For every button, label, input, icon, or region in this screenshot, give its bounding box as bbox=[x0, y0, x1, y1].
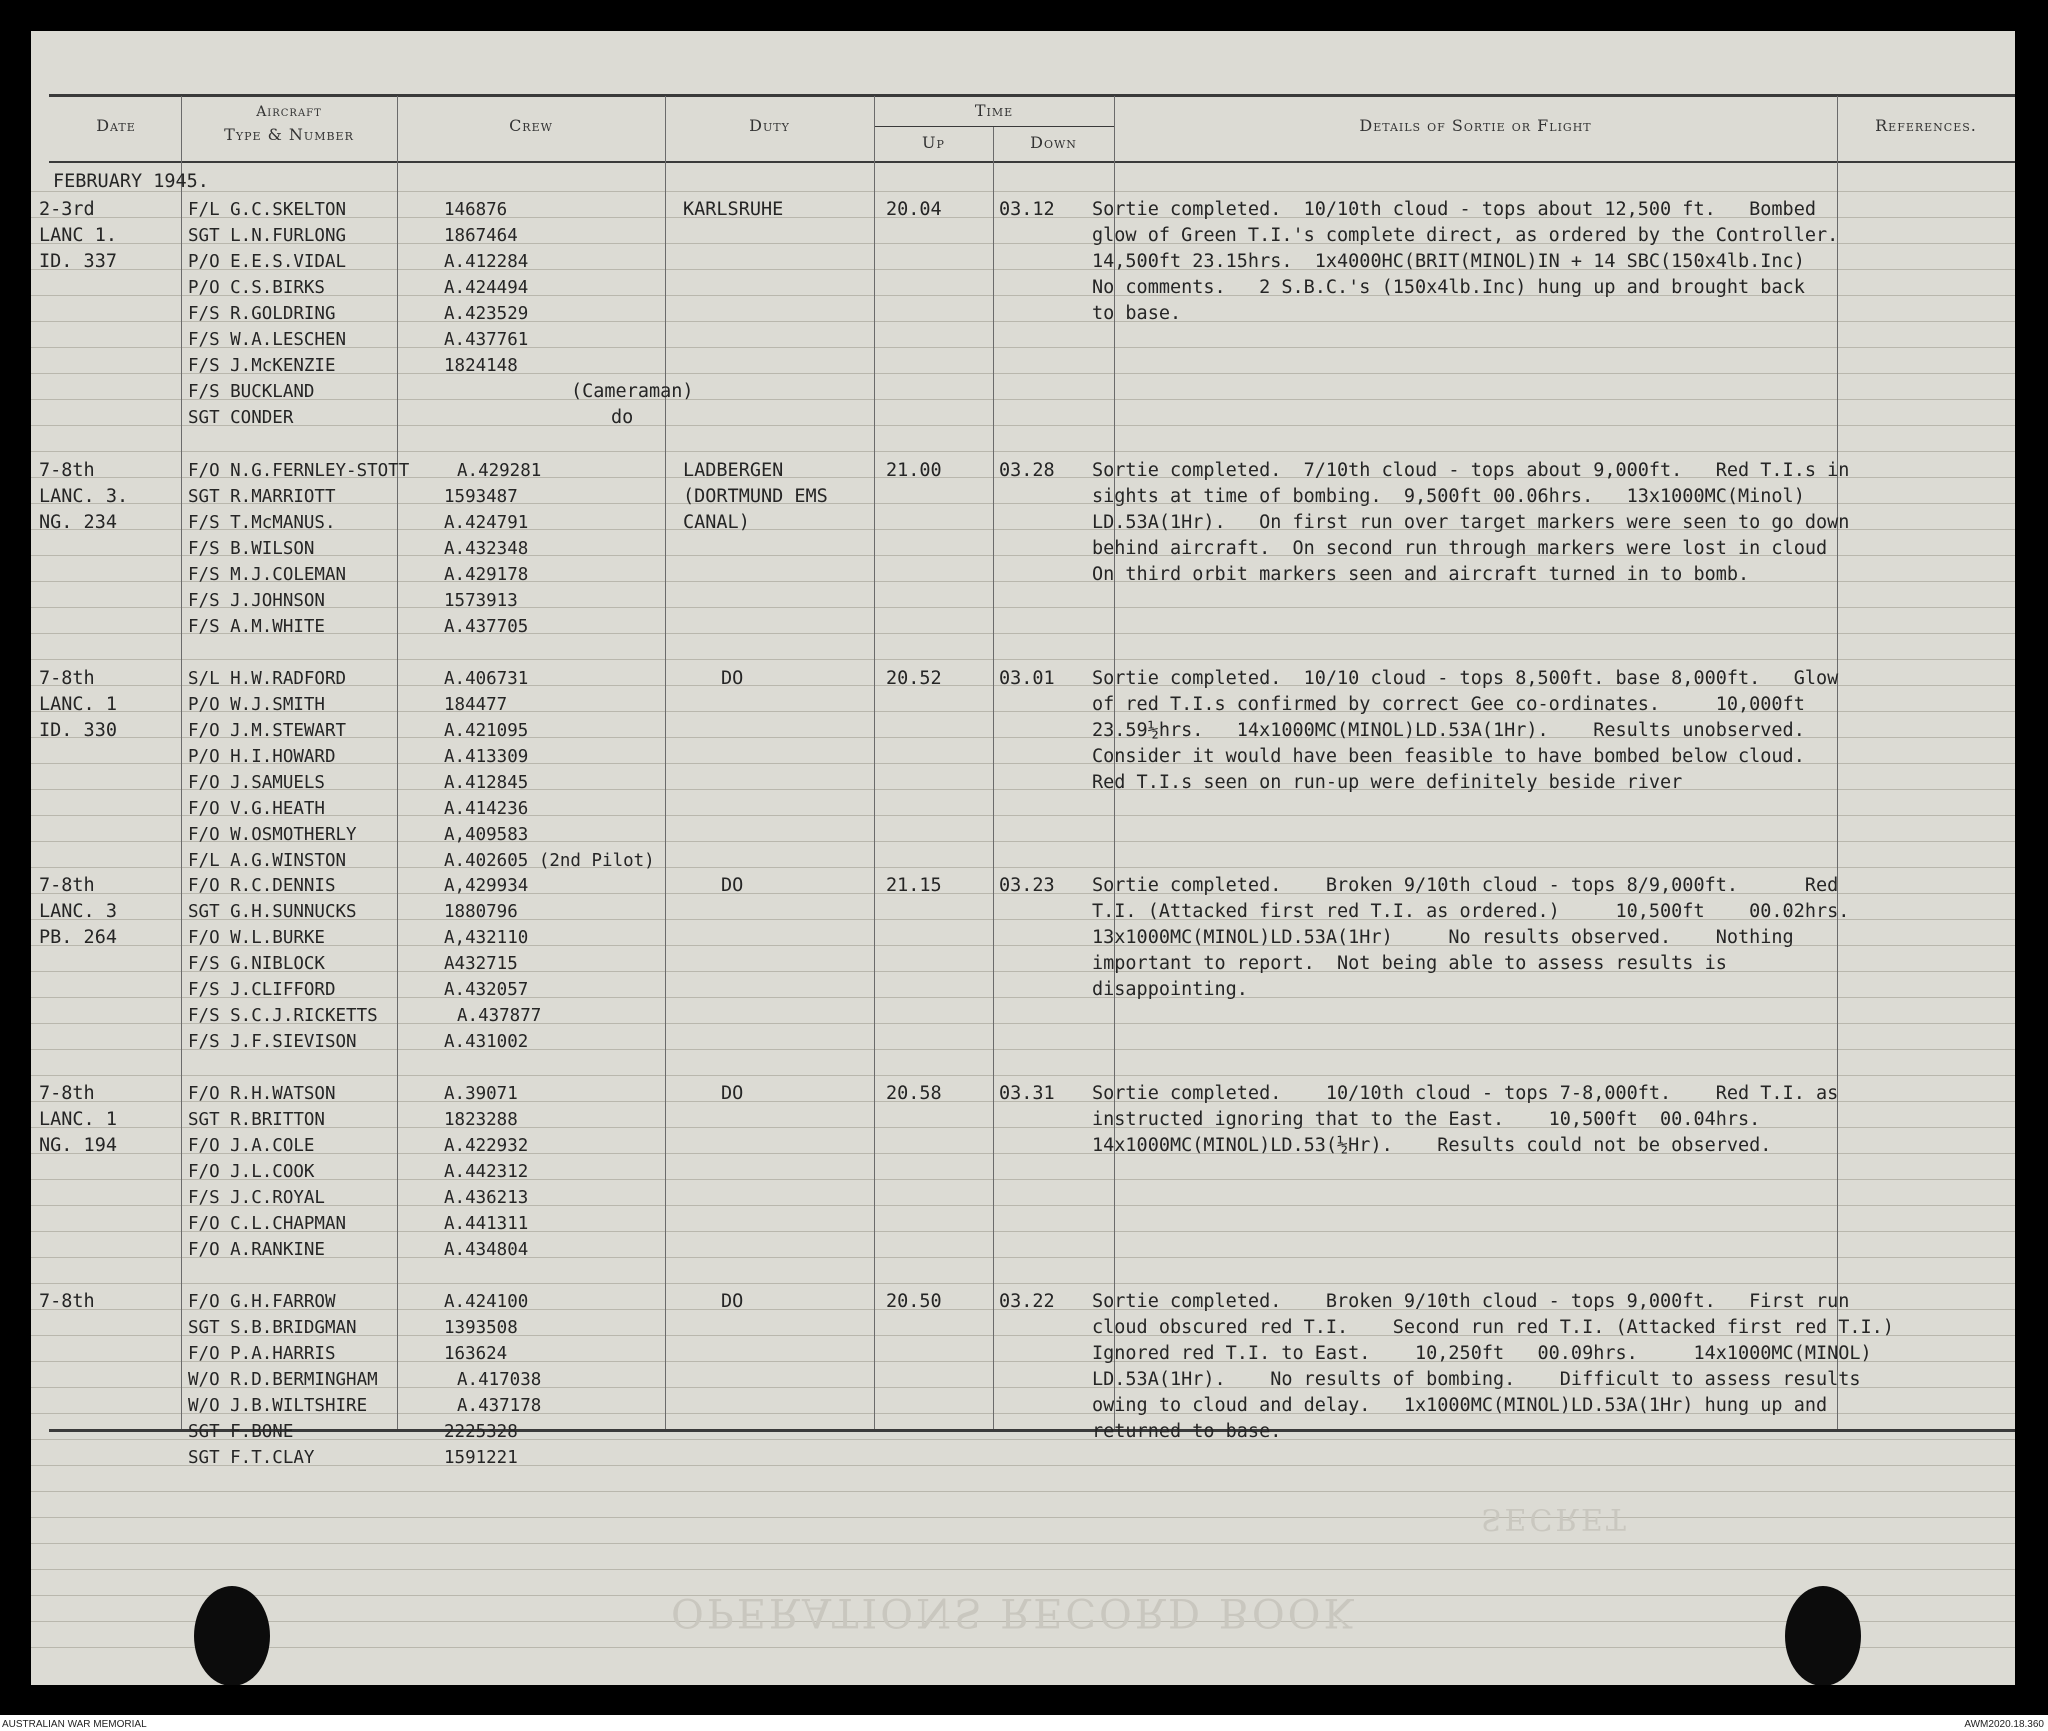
entry-date: 7-8th bbox=[39, 1291, 95, 1312]
table-top-rule bbox=[49, 94, 2015, 97]
crew-service-number: A.402605 (2nd Pilot) bbox=[444, 851, 655, 871]
crew-member-name: F/S J.CLIFFORD bbox=[188, 980, 336, 1000]
sortie-detail-line: to base. bbox=[1092, 303, 1182, 324]
crew-service-number: A.423529 bbox=[444, 304, 529, 324]
sortie-detail-line: disappointing. bbox=[1092, 979, 1248, 1000]
crew-note-cameraman: (Cameraman) bbox=[571, 381, 694, 402]
crew-member-name: W/O R.D.BERMINGHAM bbox=[188, 1370, 378, 1390]
duty-target: DO bbox=[721, 1291, 744, 1312]
crew-member-name: F/O P.A.HARRIS bbox=[188, 1344, 336, 1364]
crew-member-name: F/S J.JOHNSON bbox=[188, 591, 325, 611]
crew-member-name: F/S W.A.LESCHEN bbox=[188, 330, 347, 350]
crew-service-number: A.429178 bbox=[444, 565, 529, 585]
duty-target: (DORTMUND EMS bbox=[683, 486, 828, 507]
binder-hole-right bbox=[1785, 1586, 1861, 1685]
crew-service-number: 2225328 bbox=[444, 1422, 518, 1442]
header-details: Details of Sortie or Flight bbox=[1359, 116, 1592, 135]
crew-service-number: 163624 bbox=[444, 1344, 508, 1364]
crew-service-number: A.424100 bbox=[444, 1292, 529, 1312]
time-up: 20.04 bbox=[886, 199, 942, 220]
crew-member-name: SGT F.BONE bbox=[188, 1422, 294, 1442]
entry-date: 7-8th bbox=[39, 460, 95, 481]
sortie-detail-line: instructed ignoring that to the East. 10,500ft 00.04hrs. bbox=[1092, 1109, 1761, 1130]
crew-service-number: A,429934 bbox=[444, 876, 529, 896]
ruled-line bbox=[31, 1179, 2015, 1180]
col-divider-up bbox=[993, 127, 994, 1429]
sortie-detail-line: owing to cloud and delay. 1x1000MC(MINOL)LD.53A(1Hr) hung up and bbox=[1092, 1395, 1828, 1416]
ruled-line bbox=[31, 633, 2015, 634]
crew-service-number: 1823288 bbox=[444, 1110, 518, 1130]
crew-service-number: A.424494 bbox=[444, 278, 529, 298]
crew-service-number: 146876 bbox=[444, 200, 508, 220]
time-down: 03.23 bbox=[999, 875, 1055, 896]
crew-member-name: P/O E.E.S.VIDAL bbox=[188, 252, 347, 272]
sortie-detail-line: Sortie completed. 10/10th cloud - tops 7-8,000ft. Red T.I. as bbox=[1092, 1083, 1839, 1104]
ruled-line bbox=[31, 1075, 2015, 1076]
ruled-line bbox=[31, 1543, 2015, 1544]
crew-note-ditto: do bbox=[611, 407, 634, 428]
ruled-line bbox=[31, 1465, 2015, 1466]
record-sheet bbox=[31, 31, 2015, 1685]
crew-service-number: A.429281 bbox=[457, 461, 542, 481]
sortie-detail-line: important to report. Not being able to assess results is bbox=[1092, 953, 1727, 974]
entry-date: 7-8th bbox=[39, 875, 95, 896]
header-up: Up bbox=[922, 133, 945, 152]
sortie-detail-line: behind aircraft. On second run through markers were lost in cloud bbox=[1092, 538, 1828, 559]
crew-service-number: 1593487 bbox=[444, 487, 518, 507]
crew-member-name: F/O J.SAMUELS bbox=[188, 773, 325, 793]
crew-service-number: A.431002 bbox=[444, 1032, 529, 1052]
crew-member-name: F/O V.G.HEATH bbox=[188, 799, 325, 819]
crew-service-number: A.422932 bbox=[444, 1136, 529, 1156]
ruled-line bbox=[31, 815, 2015, 816]
crew-member-name: F/S J.F.SIEVISON bbox=[188, 1032, 357, 1052]
col-divider-crew bbox=[665, 96, 666, 1429]
crew-member-name: F/S A.M.WHITE bbox=[188, 617, 325, 637]
crew-service-number: 1393508 bbox=[444, 1318, 518, 1338]
aircraft-number: NG. 194 bbox=[39, 1135, 117, 1156]
duty-target: DO bbox=[721, 875, 744, 896]
crew-service-number: 1573913 bbox=[444, 591, 518, 611]
crew-member-name: F/O N.G.FERNLEY-STOTT bbox=[188, 461, 410, 481]
sortie-detail-line: Consider it would have been feasible to have bombed below cloud. bbox=[1092, 746, 1805, 767]
archive-reference: AWM2020.18.360 bbox=[1964, 1719, 2044, 1730]
crew-member-name: P/O C.S.BIRKS bbox=[188, 278, 325, 298]
time-down: 03.31 bbox=[999, 1083, 1055, 1104]
sortie-detail-line: 14x1000MC(MINOL)LD.53(½Hr). Results could not be observed. bbox=[1092, 1135, 1772, 1156]
aircraft-number: LANC 1. bbox=[39, 225, 117, 246]
crew-member-name: SGT L.N.FURLONG bbox=[188, 226, 347, 246]
crew-service-number: A.442312 bbox=[444, 1162, 529, 1182]
crew-member-name: F/O W.L.BURKE bbox=[188, 928, 325, 948]
crew-service-number: A432715 bbox=[444, 954, 518, 974]
show-through-secret: SECRET bbox=[1481, 1501, 1629, 1536]
crew-service-number: A.424791 bbox=[444, 513, 529, 533]
crew-member-name: SGT S.B.BRIDGMAN bbox=[188, 1318, 357, 1338]
sortie-detail-line: Sortie completed. Broken 9/10th cloud - tops 8/9,000ft. Red bbox=[1092, 875, 1839, 896]
time-up: 20.58 bbox=[886, 1083, 942, 1104]
header-duty: Duty bbox=[749, 116, 790, 135]
col-divider-aircraft bbox=[397, 96, 398, 1429]
ruled-line bbox=[31, 425, 2015, 426]
month-heading: FEBRUARY 1945. bbox=[53, 171, 209, 192]
crew-service-number: A.432348 bbox=[444, 539, 529, 559]
ruled-line bbox=[31, 1257, 2015, 1258]
ruled-line bbox=[31, 191, 2015, 192]
header-bottom-rule bbox=[49, 161, 2015, 163]
sortie-detail-line: Red T.I.s seen on run-up were definitely beside river bbox=[1092, 772, 1683, 793]
crew-member-name: F/S J.McKENZIE bbox=[188, 356, 336, 376]
crew-member-name: F/S R.GOLDRING bbox=[188, 304, 336, 324]
time-down: 03.22 bbox=[999, 1291, 1055, 1312]
duty-target: DO bbox=[721, 668, 744, 689]
time-down: 03.12 bbox=[999, 199, 1055, 220]
crew-member-name: SGT F.T.CLAY bbox=[188, 1448, 315, 1468]
crew-member-name: P/O W.J.SMITH bbox=[188, 695, 325, 715]
time-down: 03.01 bbox=[999, 668, 1055, 689]
entry-date: 7-8th bbox=[39, 668, 95, 689]
crew-service-number: 1824148 bbox=[444, 356, 518, 376]
sortie-detail-line: Sortie completed. 7/10th cloud - tops about 9,000ft. Red T.I.s in bbox=[1092, 460, 1850, 481]
crew-member-name: SGT CONDER bbox=[188, 408, 294, 428]
sortie-detail-line: returned to base. bbox=[1092, 1421, 1282, 1442]
sortie-detail-line: of red T.I.s confirmed by correct Gee co-ordinates. 10,000ft bbox=[1092, 694, 1805, 715]
duty-target: DO bbox=[721, 1083, 744, 1104]
crew-service-number: 1867464 bbox=[444, 226, 518, 246]
crew-member-name: SGT R.MARRIOTT bbox=[188, 487, 336, 507]
ruled-line bbox=[31, 1647, 2015, 1648]
crew-member-name: SGT R.BRITTON bbox=[188, 1110, 325, 1130]
header-crew: Crew bbox=[509, 116, 553, 135]
sortie-detail-line: Ignored red T.I. to East. 10,250ft 00.09hrs. 14x1000MC(MINOL) bbox=[1092, 1343, 1872, 1364]
crew-member-name: F/O J.M.STEWART bbox=[188, 721, 347, 741]
aircraft-number: LANC. 1 bbox=[39, 694, 117, 715]
crew-member-name: P/O H.I.HOWARD bbox=[188, 747, 336, 767]
crew-member-name: W/O J.B.WILTSHIRE bbox=[188, 1396, 368, 1416]
ruled-line bbox=[31, 1439, 2015, 1440]
header-aircraft-line1: Aircraft bbox=[256, 104, 322, 120]
sortie-detail-line: Sortie completed. 10/10 cloud - tops 8,500ft. base 8,000ft. Glow bbox=[1092, 668, 1839, 689]
sortie-detail-line: T.I. (Attacked first red T.I. as ordered.) 10,500ft 00.02hrs. bbox=[1092, 901, 1850, 922]
aircraft-number: LANC. 1 bbox=[39, 1109, 117, 1130]
crew-service-number: A.437178 bbox=[457, 1396, 542, 1416]
sortie-detail-line: No comments. 2 S.B.C.'s (150x4lb.Inc) hung up and brought back bbox=[1092, 277, 1805, 298]
crew-member-name: F/S M.J.COLEMAN bbox=[188, 565, 347, 585]
crew-member-name: F/O R.C.DENNIS bbox=[188, 876, 336, 896]
aircraft-number: LANC. 3. bbox=[39, 486, 129, 507]
crew-service-number: A.406731 bbox=[444, 669, 529, 689]
time-up: 21.15 bbox=[886, 875, 942, 896]
col-divider-duty bbox=[874, 96, 875, 1429]
entry-date: 7-8th bbox=[39, 1083, 95, 1104]
sortie-detail-line: sights at time of bombing. 9,500ft 00.06hrs. 13x1000MC(Minol) bbox=[1092, 486, 1805, 507]
header-date: Date bbox=[96, 116, 136, 135]
crew-service-number: 1591221 bbox=[444, 1448, 518, 1468]
crew-service-number: A.412284 bbox=[444, 252, 529, 272]
crew-member-name: F/S G.NIBLOCK bbox=[188, 954, 325, 974]
crew-member-name: SGT G.H.SUNNUCKS bbox=[188, 902, 357, 922]
crew-service-number: A.421095 bbox=[444, 721, 529, 741]
crew-member-name: F/S B.WILSON bbox=[188, 539, 315, 559]
crew-service-number: A.434804 bbox=[444, 1240, 529, 1260]
page-bottom-rule bbox=[49, 1429, 2015, 1432]
crew-service-number: A.437705 bbox=[444, 617, 529, 637]
crew-member-name: F/S T.McMANUS. bbox=[188, 513, 336, 533]
sortie-detail-line: LD.53A(1Hr). On first run over target markers were seen to go down bbox=[1092, 512, 1850, 533]
aircraft-number: LANC. 3 bbox=[39, 901, 117, 922]
crew-member-name: F/S J.C.ROYAL bbox=[188, 1188, 325, 1208]
ruled-line bbox=[31, 659, 2015, 660]
sortie-detail-line: Sortie completed. Broken 9/10th cloud - tops 9,000ft. First run bbox=[1092, 1291, 1850, 1312]
crew-service-number: A.437761 bbox=[444, 330, 529, 350]
crew-service-number: A,409583 bbox=[444, 825, 529, 845]
archive-credit: AUSTRALIAN WAR MEMORIAL bbox=[2, 1719, 147, 1730]
sortie-detail-line: 13x1000MC(MINOL)LD.53A(1Hr) No results observed. Nothing bbox=[1092, 927, 1794, 948]
crew-member-name: F/O G.H.FARROW bbox=[188, 1292, 336, 1312]
time-split-rule bbox=[874, 126, 1114, 127]
crew-member-name: F/O W.OSMOTHERLY bbox=[188, 825, 357, 845]
crew-service-number: A.436213 bbox=[444, 1188, 529, 1208]
time-down: 03.28 bbox=[999, 460, 1055, 481]
ruled-line bbox=[31, 1517, 2015, 1518]
ruled-line bbox=[31, 607, 2015, 608]
aircraft-number: ID. 330 bbox=[39, 720, 117, 741]
crew-service-number: 184477 bbox=[444, 695, 508, 715]
crew-service-number: A.413309 bbox=[444, 747, 529, 767]
ruled-line bbox=[31, 789, 2015, 790]
sortie-detail-line: 14,500ft 23.15hrs. 1x4000HC(BRIT(MINOL)IN + 14 SBC(150x4lb.Inc) bbox=[1092, 251, 1805, 272]
ruled-line bbox=[31, 1283, 2015, 1284]
crew-service-number: A.412845 bbox=[444, 773, 529, 793]
crew-member-name: S/L H.W.RADFORD bbox=[188, 669, 347, 689]
crew-service-number: A.437877 bbox=[457, 1006, 542, 1026]
col-divider-details bbox=[1837, 96, 1838, 1429]
header-down: Down bbox=[1030, 133, 1077, 152]
crew-service-number: 1880796 bbox=[444, 902, 518, 922]
crew-member-name: F/O J.L.COOK bbox=[188, 1162, 315, 1182]
ruled-line bbox=[31, 399, 2015, 400]
aircraft-number: ID. 337 bbox=[39, 251, 117, 272]
time-up: 21.00 bbox=[886, 460, 942, 481]
crew-member-name: F/O R.H.WATSON bbox=[188, 1084, 336, 1104]
col-divider-date bbox=[181, 96, 182, 1429]
duty-target: CANAL) bbox=[683, 512, 750, 533]
crew-member-name: F/S S.C.J.RICKETTS bbox=[188, 1006, 378, 1026]
sortie-detail-line: cloud obscured red T.I. Second run red T.I. (Attacked first red T.I.) bbox=[1092, 1317, 1894, 1338]
ruled-line bbox=[31, 1569, 2015, 1570]
ruled-line bbox=[31, 451, 2015, 452]
show-through-title: OPERATIONS RECORD BOOK bbox=[671, 1589, 1357, 1635]
sortie-detail-line: Sortie completed. 10/10th cloud - tops about 12,500 ft. Bombed bbox=[1092, 199, 1816, 220]
time-up: 20.50 bbox=[886, 1291, 942, 1312]
sortie-detail-line: On third orbit markers seen and aircraft turned in to bomb. bbox=[1092, 564, 1750, 585]
crew-service-number: A,432110 bbox=[444, 928, 529, 948]
sortie-detail-line: LD.53A(1Hr). No results of bombing. Difficult to assess results bbox=[1092, 1369, 1861, 1390]
crew-member-name: F/O C.L.CHAPMAN bbox=[188, 1214, 347, 1234]
crew-service-number: A.414236 bbox=[444, 799, 529, 819]
crew-member-name: F/O A.RANKINE bbox=[188, 1240, 325, 1260]
time-up: 20.52 bbox=[886, 668, 942, 689]
duty-target: KARLSRUHE bbox=[683, 199, 784, 220]
binder-hole-left bbox=[194, 1586, 270, 1685]
crew-service-number: A.39071 bbox=[444, 1084, 518, 1104]
crew-member-name: F/L A.G.WINSTON bbox=[188, 851, 347, 871]
crew-member-name: F/L G.C.SKELTON bbox=[188, 200, 347, 220]
header-time: Time bbox=[974, 101, 1014, 120]
ruled-line bbox=[31, 1491, 2015, 1492]
header-aircraft-line2: Type & Number bbox=[224, 125, 354, 144]
crew-service-number: A.417038 bbox=[457, 1370, 542, 1390]
sortie-detail-line: 23.59½hrs. 14x1000MC(MINOL)LD.53A(1Hr). Results unobserved. bbox=[1092, 720, 1805, 741]
ruled-line bbox=[31, 1205, 2015, 1206]
crew-service-number: A.432057 bbox=[444, 980, 529, 1000]
entry-date: 2-3rd bbox=[39, 199, 95, 220]
crew-member-name: F/O J.A.COLE bbox=[188, 1136, 315, 1156]
crew-member-name: F/S BUCKLAND bbox=[188, 382, 315, 402]
duty-target: LADBERGEN bbox=[683, 460, 784, 481]
header-references: References. bbox=[1875, 116, 1977, 135]
aircraft-number: NG. 234 bbox=[39, 512, 117, 533]
aircraft-number: PB. 264 bbox=[39, 927, 117, 948]
sortie-detail-line: glow of Green T.I.'s complete direct, as ordered by the Controller. bbox=[1092, 225, 1839, 246]
crew-service-number: A.441311 bbox=[444, 1214, 529, 1234]
